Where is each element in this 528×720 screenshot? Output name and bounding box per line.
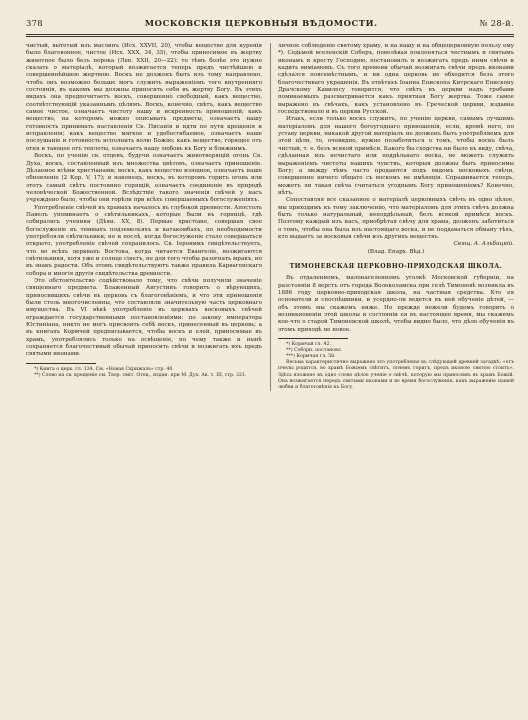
right-column (278, 43, 514, 391)
footnote: ***) Кормчая гл. 58. (286, 354, 336, 360)
columns (26, 43, 514, 391)
footnote: **) Слово на св. крещеніе см. Твор. свят. Отец., издан. при М. Дух. Ак. т. III, стр. 321. (34, 372, 247, 378)
left-paragraph: Воскъ, по ученію св. отцевъ, будучи означаетъ животворящій огонь Св. Духа, воскъ, составленный изъ множества цвѣтовъ, означаетъ приношеніе. Дѣлаемое всѣми христіанами; воскъ, какъ вещество изящное, означаетъ наше обновленіе (2 Кор. V, 17); и наконецъ, воскъ, въ которомъ горитъ огонь или этотъ самый свѣтъ постоянно горящій, означаетъ соединеніе въ природѣ человѣческой Божественной. Вслѣдствіе такого значенія свѣчей у насъ учреждено было, чтобы они горѣли при всѣхъ совершаемыхъ богослуженіяхъ. (26, 153, 262, 204)
right-paragraph: Итакъ, если только воскъ служитъ, по ученію церкви, самымъ лучшимъ матеріаломъ для нашего богоугоднаго приношенія, если, кромѣ него, по уставу церкви, никакой другой матеріалъ не долженъ быть употребляемъ для этой цѣли, то, очевидно, нужно позаботиться о томъ, чтобы воскъ былъ чистый, т. е. безъ всякой примѣси. Какого бы сходства ни было въ виду, свѣча, сдѣланная изъ нечистаго или поддѣльнаго воска, не можетъ служить выраженіемъ чистоты нашихъ чувствъ, которыя должны быть приносимы Богу; а между тѣмъ часто продаются подъ видомъ восковыхъ свѣчи, совершенно ничего общаго съ воскомъ не имѣющія. Спрашивается теперь, можетъ ли такая свѣча считаться угоднымъ Богу приношеніемъ? Конечно, нѣтъ. (278, 116, 514, 196)
page-header (26, 18, 514, 32)
left-paragraph: чистый, вытетый изъ маслинъ (Исх. XXVII, 20), чтобы вещество для куренія было благовонное, чистое (Исх. XXX, 34, 35), чтобы приносимое въ жертву животное было безъ порока (Лев. XXII, 20—22): то тѣмъ болѣе это нужно сказать о матеріалѣ, который возжигается теперь предъ чистѣйшею и совершеннѣйшею жертвою. Воскъ не долженъ быть изъ тому направлено, чтобъ онъ возможно больше могъ служить выраженіемъ того внутренняго состоянія, въ какомъ мы должны приносить себя въ жертву Богу. Въ этихъ видахъ она предпочитаетъ воскъ, совершенно свободный, какъ вещество, соотвѣтствующій указаннымъ цѣлямъ. Воскъ, конечно, свѣтъ, какъ вещество самое чистое, означаетъ чистоту нашу и искренность приношеній; какъ вещество, на которомъ можно описывать предметы, означаетъ нашу готовность принимать наставленія Св. Писанія и идти по пути крещенія и исправленія; какъ вещество мягкое и удобосгибаемое, означаетъ наше послушаніе и готовность исполнить волю Божію; какъ вещество, горящее отъ огня и тающее отъ теплоты, означаетъ нашу любовь къ Богу и ближнимъ. (26, 43, 262, 152)
publication-title: МОСКОВСКІЯ ЦЕРКОВНЫЯ ВѢДОМОСТИ. (144, 18, 378, 28)
left-paragraph: Употребленіе свѣчей въ храмахъ началось въ глубокой древности. Апостолъ Павелъ упоминаетъ о свѣтильникахъ, которые были въ горницѣ, гдѣ собирались ученики (Дѣян. XX, 8). Первые христіане, совершая свое богослуженіе въ темныхъ подземельяхъ и катакомбахъ, по необходимости употребляли свѣтильники; но и послѣ, когда богослуженіе стало совершаться открыто, употребленіе свѣчей сохранилось. Св. Іеронимъ свидѣтельствуетъ, что во всѣхъ церквахъ Востока, когда читается Евангеліе, возжигаются свѣтильники, хотя уже и солнце сіяетъ, не для того чтобы разогнать мракъ, но въ знакъ радости. Объ этомъ свидѣтельствуютъ также правила Карѳагенскаго собора и многія другія свидѣтельства древности. (26, 204, 262, 277)
right-paragraph: Сопоставляя все сказанное о матеріалѣ церковныхъ свѣчъ въ одно цѣлое, мы приходимъ къ тому заключенію, что матеріаломъ для этихъ свѣчъ должна быть только натуральный, неподдѣльный, безъ всякой примѣси воскъ. Поэтому каждый изъ насъ, приобрѣтая свѣчу для храма, долженъ заботиться о томъ, чтобы она была изъ настоящаго воска, и не поддаваться обману тѣхъ, кто выдаетъ за восковыя свѣчи изъ другихъ веществъ. (278, 197, 514, 240)
footnote: *) Книга о церк. гл. 134. См. «Новая Скрижаль» стр. 40. (34, 366, 174, 372)
column-separator (270, 43, 271, 391)
left-paragraph: Это обстоятельство содѣйствовало тому, что свѣчи получили значеніе священнаго предмета. Блаженный Августинъ говоритъ о вѣрующихъ, приносившихъ свѣчи въ церковь съ благоговѣніемъ, и что эти приношенія были столь многочисленны, что составляли значительную часть церковнаго имущества. Въ VI вѣкѣ употребленіе въ церквахъ восковыхъ свѣчей ограждается государственными постановленіями: по закону императора Юстиніана, никто не могъ присвоить себѣ воскъ, принесенный въ церковь; а въ книгахъ Кормчей предписывается, чтобы воскъ и елей, приносимые въ храмъ, употреблялись только на освѣщеніе, по чему также и нынѣ сохраняется благочестивый обычай приносить свѣчи и возжигать ихъ предъ святыми иконами. (26, 278, 262, 358)
footnote: *) Кормчая гл. 42. (286, 342, 331, 348)
footnote: **) Соборн. постановл. (286, 348, 343, 354)
left-footnotes (26, 367, 262, 379)
footnote: Весьма характеристично выражено это употребленіе въ слѣдующей древней загадкѣ: «отъ пчелы родится, во храмѣ Божіемъ свѣтитъ, огнемъ горитъ, предъ иконою святою стоитъ». Здѣсь вложено въ одно слово цѣлое ученіе о свѣчѣ, которую мы приносимъ въ храмъ Божій. Она возжигается передъ святыми иконами и во время богослуженія, какъ выраженіе нашей любви и благоговѣнія къ Богу. (278, 360, 514, 390)
footnote-rule (278, 338, 348, 339)
header-rule-thin (26, 36, 514, 37)
left-column (26, 43, 262, 391)
right-footnotes (278, 342, 514, 391)
section-paragraph: Въ отдаленномъ, малонаселенномъ уголкѣ Московской губерніи, на разстояніи 8 верстъ отъ города Волоколамска при селѣ Тимоневѣ возникла въ 1886 году церковно-приходская школа, на частныя средства. Кто ея основатели и споспѣшники, и усердно-ли ведется въ ней обученіе дѣтей, — объ этомъ мы скажемъ ниже. Но прежде нежели будемъ говорить о возникновеніи этой школы и состояніи ея въ настоящее время, мы скажемъ кое-что о старой Тимоневской школѣ, чтобы видно было, что дѣло обученія въ этомъ приходѣ не новое. (278, 275, 514, 333)
footnote-rule (26, 363, 96, 364)
issue-number: № 28-й. (479, 18, 514, 28)
article-source: (Влад. Епарх. Вѣд.) (367, 248, 425, 255)
right-paragraph: личное соблюденіе святому храму, и на нашу и на общецерковную пользу ему *). Седьмой вселенскій Соборъ, повелѣвая поклоняться честнымъ и святымъ иконамъ и кресту Господню, постановилъ и возжигать предъ ними свѣчи и кадить ѳиміамомъ. Съ того времени обычай возжигать свѣчи предъ иконами сдѣлался повсемѣстнымъ, и ни одна церковь не обходится безъ этого благочестиваго украшенія. Въ отвѣтахъ Іоанна Епископа Китрскаго Епископу Драчскому Кавилесу говорится, что свѣтъ въ церкви надъ гробами поминаемыхъ разсматривается какъ приятная Богу жертва. Тоже самое выражено въ свѣчахъ, какъ установлено въ Греческой церкви, издавна господствовало и въ церкви Русской. (278, 43, 514, 116)
header-rule (26, 34, 514, 35)
author-signature: Свящ. А. Альбицкій. (453, 241, 514, 248)
section-title: ТИМОНЕВСКАЯ ЦЕРКОВНО-ПРИХОДСКАЯ ШКОЛА. (289, 262, 503, 270)
page-number: 378 (26, 18, 43, 28)
